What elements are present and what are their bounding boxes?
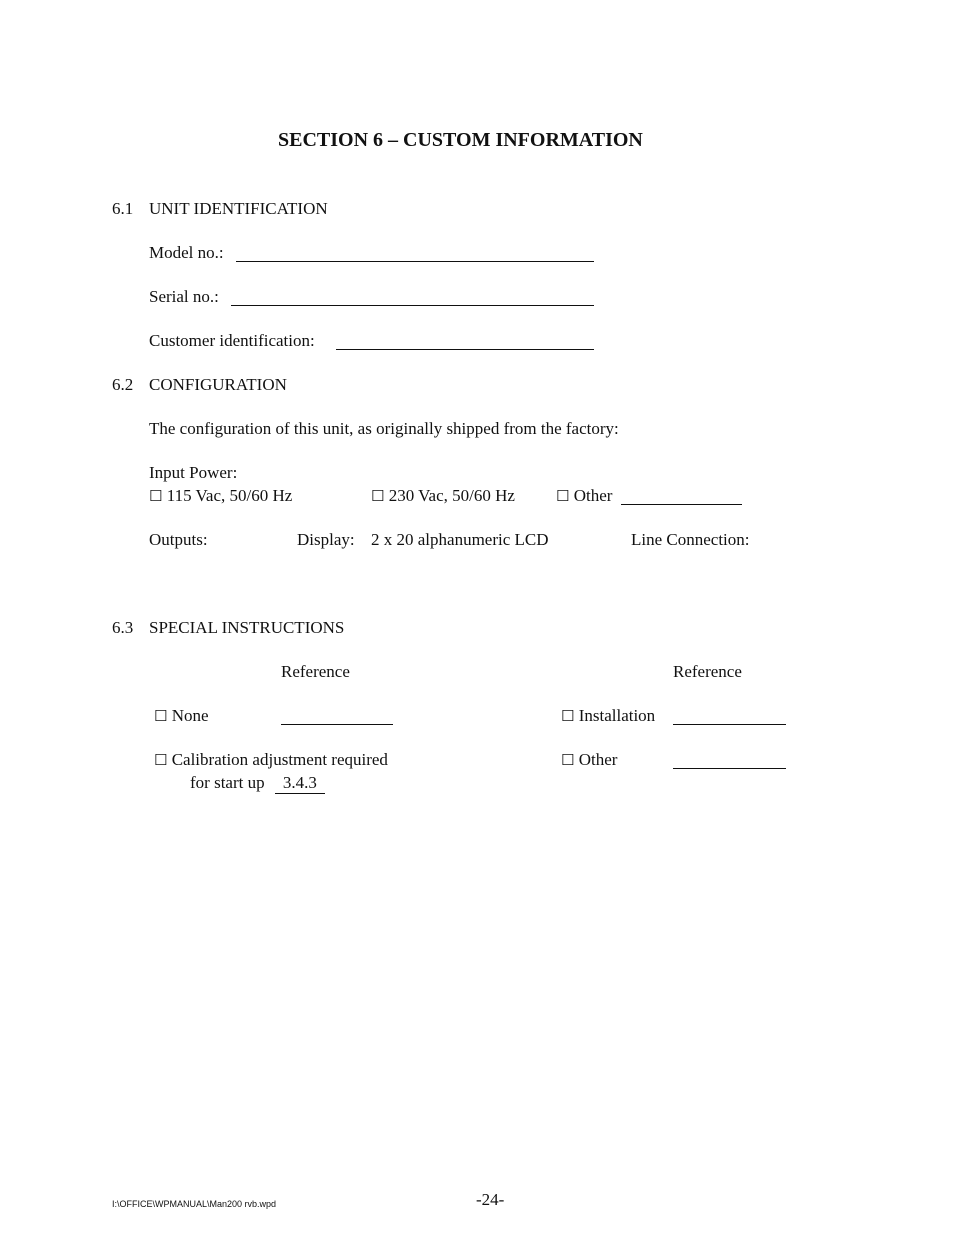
checkbox-icon[interactable]: ☐ — [154, 751, 168, 769]
page-number: -24- — [476, 1190, 505, 1209]
calibration-line2 — [190, 774, 325, 794]
checkbox-icon[interactable]: ☐ — [561, 707, 575, 725]
serial-field[interactable] — [231, 305, 594, 306]
option-calibration[interactable] — [154, 751, 388, 768]
configuration-intro: The configuration of this unit, as originally shipped from the factory: — [149, 419, 619, 438]
section-6-3-number: 6.3 — [112, 618, 134, 637]
option-calibration-label: Calibration adjustment required — [171, 750, 388, 769]
section-6-3-heading: SPECIAL INSTRUCTIONS — [149, 618, 345, 637]
checkbox-icon[interactable]: ☐ — [154, 707, 168, 725]
section-6-1-number: 6.1 — [112, 199, 134, 218]
other-instruction-reference-field[interactable] — [673, 768, 786, 769]
option-installation[interactable] — [561, 707, 655, 724]
checkbox-icon[interactable]: ☐ — [371, 487, 385, 505]
serial-label: Serial no.: — [149, 287, 219, 306]
option-115vac-label: 115 Vac, 50/60 Hz — [166, 486, 293, 505]
line-connection-label: Line Connection: — [631, 530, 750, 549]
option-other-power[interactable] — [556, 487, 612, 504]
model-label: Model no.: — [149, 243, 224, 262]
calibration-reference[interactable]: 3.4.3 — [275, 774, 325, 794]
option-other-power-label: Other — [573, 486, 613, 505]
section-6-1-heading: UNIT IDENTIFICATION — [149, 199, 328, 218]
model-field[interactable] — [236, 261, 594, 262]
other-power-field[interactable] — [621, 504, 742, 505]
option-230vac-label: 230 Vac, 50/60 Hz — [388, 486, 515, 505]
input-power-label: Input Power: — [149, 463, 238, 482]
outputs-label: Outputs: — [149, 530, 208, 549]
checkbox-icon[interactable]: ☐ — [556, 487, 570, 505]
installation-reference-field[interactable] — [673, 724, 786, 725]
reference-header-left: Reference — [281, 662, 350, 681]
display-value: 2 x 20 alphanumeric LCD — [371, 530, 549, 549]
calibration-label-line2: for start up — [190, 773, 265, 792]
option-none-label: None — [171, 706, 209, 725]
display-label: Display: — [297, 530, 355, 549]
section-6-2-heading: CONFIGURATION — [149, 375, 287, 394]
option-installation-label: Installation — [578, 706, 656, 725]
file-path: I:\OFFICE\WPMANUAL\Man200 rvb.wpd — [112, 1199, 277, 1209]
option-other-instruction[interactable] — [561, 751, 617, 768]
section-title: SECTION 6 – CUSTOM INFORMATION — [278, 129, 643, 151]
customer-label: Customer identification: — [149, 331, 315, 350]
checkbox-icon[interactable]: ☐ — [149, 487, 163, 505]
option-other-instruction-label: Other — [578, 750, 618, 769]
option-115vac[interactable] — [149, 487, 292, 504]
option-230vac[interactable] — [371, 487, 515, 504]
reference-header-right: Reference — [673, 662, 742, 681]
none-reference-field[interactable] — [281, 724, 393, 725]
checkbox-icon[interactable]: ☐ — [561, 751, 575, 769]
option-none[interactable] — [154, 707, 209, 724]
section-6-2-number: 6.2 — [112, 375, 134, 394]
customer-field[interactable] — [336, 349, 594, 350]
